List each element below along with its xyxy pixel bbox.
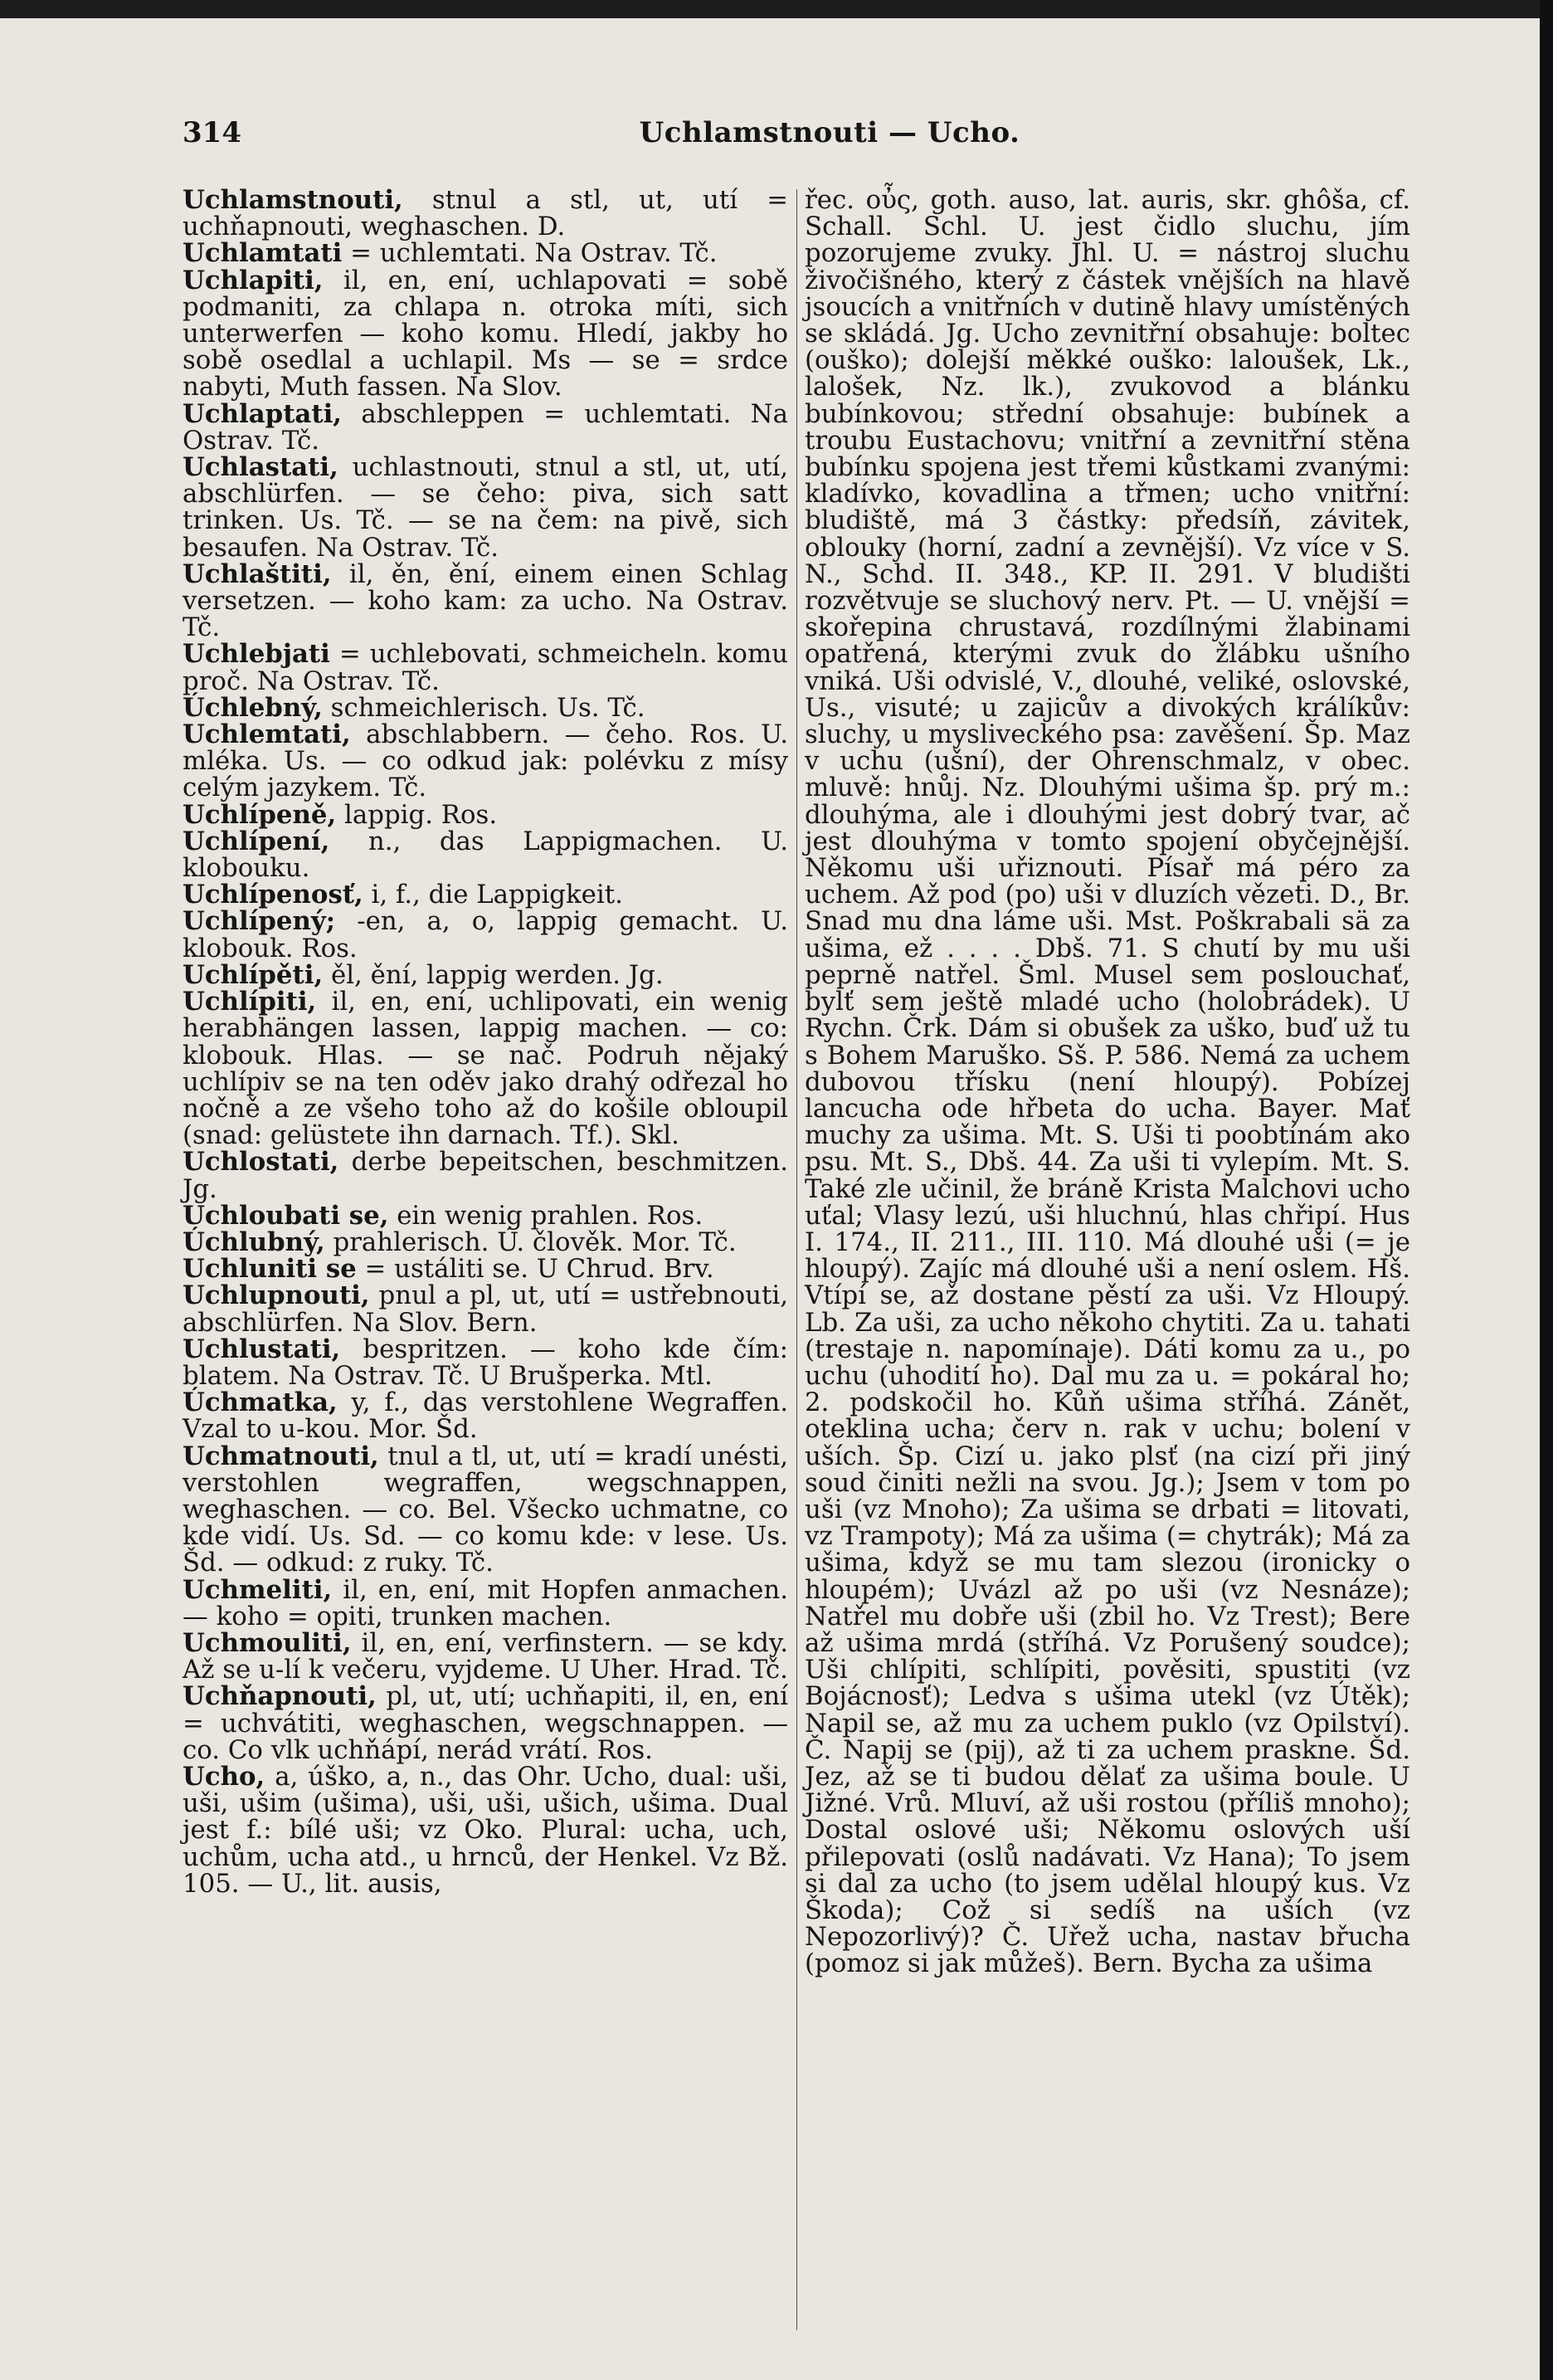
entry-definition: stnul a stl, ut, utí = uchňapnouti, weghaschen. D. xyxy=(183,185,788,242)
dictionary-entry xyxy=(183,1254,788,1285)
entry-headword: Úchlebný, xyxy=(183,692,323,723)
dictionary-entry xyxy=(805,187,1410,1978)
dictionary-entry xyxy=(183,721,788,802)
scan-edge-right xyxy=(1540,0,1553,2380)
dictionary-entry xyxy=(183,881,788,908)
entry-definition: il, en, ení, uchlapovati = sobě podmaniti, za chlapa n. otroka míti, sich unterwerfen — koho komu. Hledí, jakby ho sobě osedlal a uchlapil. Ms — se = srdce nabyti, Muth fassen. Na Slov. xyxy=(183,265,788,402)
dictionary-entry xyxy=(183,1443,788,1577)
dictionary-entry xyxy=(183,1683,788,1763)
dictionary-entry xyxy=(183,1388,788,1445)
entry-definition: abschleppen = uchlemtati. Na Ostrav. Tč. xyxy=(183,398,788,456)
dictionary-entry xyxy=(183,1149,788,1202)
entry-headword: Ucho, xyxy=(183,1761,265,1792)
entry-definition: n., das Lappigmachen. U. klobouku. xyxy=(183,826,788,884)
dictionary-entry xyxy=(183,692,788,723)
dictionary-entry xyxy=(183,1763,788,1897)
entry-headword: Uchmouliti, xyxy=(183,1627,352,1658)
entry-definition: -en, a, o, lappig gemacht. U. klobouk. Ros. xyxy=(183,906,788,963)
entry-headword: Uchlamtati xyxy=(183,238,343,269)
entry-definition: il, en, ení, verfinstern. — se kdy. Až se u-lí k večeru, vyjdeme. U Uher. Hrad. Tč. xyxy=(183,1627,788,1685)
entry-headword: Uchlípený; xyxy=(183,906,336,937)
column-divider xyxy=(796,189,797,2330)
entry-headword: Uchlípení, xyxy=(183,826,330,856)
entry-definition: bespritzen. — koho kde čím: blatem. Na Ostrav. Tč. U Brušperka. Mtl. xyxy=(183,1334,788,1391)
entry-definition: pnul a pl, ut, utí = ustřebnouti, abschlürfen. Na Slov. Bern. xyxy=(183,1280,788,1338)
entry-definition: tnul a tl, ut, utí = kradí unésti, verstohlen wegraffen, wegschnappen, weghaschen. — co. Bel. Všecko uchmatne, co kde vidí. Us. Sd. — co komu kde: v lese. Us. Šd. — odkud: z ruky. Tč. xyxy=(183,1441,788,1578)
running-head: Uchlamstnouti — Ucho. xyxy=(639,116,1020,149)
dictionary-entry xyxy=(183,959,788,990)
entry-headword: Uchňapnouti, xyxy=(183,1681,377,1712)
entry-headword: Uchlípeně, xyxy=(183,799,337,830)
dictionary-entry xyxy=(183,1336,788,1389)
entry-headword: Uchlaptati, xyxy=(183,398,343,429)
entry-headword: Úchmatka, xyxy=(183,1388,338,1418)
entry-headword: Uchlostati, xyxy=(183,1147,339,1178)
entry-headword: Uchlemtati, xyxy=(183,719,351,750)
entry-definition: derbe bepeitschen, beschmitzen. Jg. xyxy=(183,1147,788,1204)
entry-headword: Uchlupnouti, xyxy=(183,1280,370,1311)
entry-headword: Uchlapiti, xyxy=(183,265,324,295)
entry-headword: Uchlípenosť, xyxy=(183,880,363,910)
entry-definition: = uchlemtati. Na Ostrav. Tč. xyxy=(342,238,718,269)
entry-definition: i, f., die Lappigkeit. xyxy=(363,880,623,910)
dictionary-entry xyxy=(183,1280,788,1338)
entry-definition: schmeichlerisch. Us. Tč. xyxy=(322,692,645,723)
right-column xyxy=(805,187,1410,1978)
dictionary-entry xyxy=(183,187,788,240)
entry-headword: Uchmeliti, xyxy=(183,1574,333,1605)
left-column xyxy=(183,187,788,1897)
dictionary-entry xyxy=(183,1627,788,1685)
page-number: 314 xyxy=(183,116,241,149)
dictionary-entry xyxy=(183,988,788,1149)
entry-headword: Uchlípěti, xyxy=(183,959,324,990)
entry-definition: a, úško, a, n., das Ohr. Ucho, dual: uši, uši, ušim (ušima), uši, uši, ušich, ušima. Dual jest f.: bílé uši; vz Oko. Plural: ucha, uch, uchům, ucha atd., u hrnců, der Henkel. Vz Bž. 105. — U., lit. ausis, xyxy=(183,1761,788,1899)
entry-definition: prahlerisch. Ú. člověk. Mor. Tč. xyxy=(324,1227,737,1257)
dictionary-entry xyxy=(183,799,788,830)
dictionary-entry xyxy=(183,1229,788,1256)
entry-headword: Uchlamstnouti, xyxy=(183,185,403,215)
entry-headword: Uchlípiti, xyxy=(183,987,317,1017)
entry-definition: lappig. Ros. xyxy=(336,799,498,830)
entry-definition: il, ěn, ění, einem einen Schlag versetzen. — koho kam: za ucho. Na Ostrav. Tč. xyxy=(183,558,788,643)
dictionary-entry xyxy=(183,267,788,401)
entry-definition: řec. οὖς, goth. auso, lat. auris, skr. ghôša, cf. Schall. Schl. U. jest čidlo sluchu, jím pozorujeme zvuky. Jhl. U. = nástroj sluchu živočišného, který z částek vnějších na hlavě jsoucích a vnitřních v dutině hlavy umístěných se skládá. Jg. Ucho zevnitřní obsahuje: boltec (ouško); dolejší měkké ouško: laloušek, Lk., lalošek, Nz. lk.), zvukovod a blánku bubínkovou; střední obsahuje: bubínek a troubu Eustachovu; vnitřní a zevnitřní stěna bubínku spojena jest třemi kůstkami zvanými: kladívko, kovadlina a třmen; ucho vnitřní: bludiště, má 3 částky: předsíň, závitek, oblouky (horní, zadní a zevnější). Vz více v S. N., Schd. II. 348., KP. II. 291. V bludišti rozvětvuje se sluchový nerv. Pt. — U. vnější = skořepina chrustavá, rozdílnými žlabinami opatřená, kterými zvuk do žlábku ušního vniká. Uši odvislé, V., dlouhé, veliké, oslovské, Us., visuté; u zajicův a divokých králíkův: sluchy, u mysliveckého psa: zavěšení. Šp. Maz v uchu (ušní), der Ohrenschmalz, v obec. mluvě: hnůj. Nz. Dlouhými ušima šp. prý m.: dlouhýma, ale i dlouhými jest dobrý tvar, ač jest dlouhýma v tomto spojení obyčejnější. Někomu uši uřiznouti. Písař má péro za uchem. Až pod (po) uši v dluzích vězeti. D., Br. Snad mu dna láme uši. Mst. Poškrabali sä za ušima, ež . . . . Dbš. 71. S chutí by mu uši peprně natřel. Šml. Musel sem poslouchať, bylť sem ještě mladé ucho (holobrádek). U Rychn. Črk. Dám si obušek za uško, buď už tu s Bohem Maruško. Sš. P. 586. Nemá za uchem dubovou třísku (není hloupý). Pobízej lancucha ode hřbeta do ucha. Bayer. Mať muchy za ušima. Mt. S. Uši ti poobtínám ako psu. Mt. S., Dbš. 44. Za uši ti vylepím. Mt. S. Také zle učinil, že bráně Krista Malchovi ucho uťal; Vlasy lezú, uši hluchnú, hlas chřipí. Hus I. 174., II. 211., III. 110. Má dlouhé uši (= je hloupý). Zajíc má dlouhé uši a není oslem. Hš. Vtípí se, až dostane pěstí za uši. Vz Hloupý. Lb. Za uši, za ucho někoho chytiti. Za u. tahati (trestaje n. napomínaje). Dáti komu za u., po uchu (uhodití ho). Dal mu za u. = pokáral ho; 2. podskočil ho. Kůň ušima stříhá. Zánět, oteklina ucha; červ n. rak v uchu; bolení v uších. Šp. Cizí u. jako plsť (na cizí při jiný soud činiti nežli na svou. Jg.); Jsem v tom po uši (vz Mnoho); Za ušima se drbati = litovati, vz Trampoty); Má za ušima (= chytrák); Má za ušima, když se mu tam slezou (ironicky o hloupém); Uvázl až po uši (vz Nesnáze); Natřel mu dobře uši (zbil ho. Vz Trest); Bere až ušima mrdá (stříhá. Vz Porušený soudce); Uši chlípiti, schlípiti, pověsiti, spustiti (vz Bojácnosť); Ledva s ušima utekl (vz Útěk); Napil se, až mu za uchem puklo (vz Opilství). Č. Napij se (pij), až ti za uchem praskne. Šd. Jez, až se ti budou dělať za ušima boule. U Jižné. Vrů. Mluví, až uši rostou (příliš mnoho); Dostal oslové uši; Někomu oslových uší přilepovati (oslů nadávati. Vz Hana); To jsem si dal za ucho (to jsem udělal hloupý kus. Vz Škoda); Což si sedíš na uších (vz Nepozorlivý)? Č. Uřež ucha, nastav břucha (pomoz si jak můžeš). Bern. Bycha za ušima xyxy=(805,185,1410,1979)
entry-headword: Uchlastati, xyxy=(183,452,338,483)
dictionary-entry xyxy=(183,908,788,961)
entry-definition: il, en, ení, mit Hopfen anmachen. — koho = opiti, trunken machen. xyxy=(183,1574,788,1631)
entry-definition: il, en, ení, uchlipovati, ein wenig herabhängen lassen, lappig machen. — co: klobouk. Hlas. — se nač. Podruh nějaký uchlípiv se na ten oděv jako drahý odřezal ho nočně a ze všeho toho až do košile obloupil (snad: gelüstete ihn darnach. Tf.). Skl. xyxy=(183,987,788,1151)
entry-headword: Uchlaštiti, xyxy=(183,558,332,589)
entry-headword: Uchmatnouti, xyxy=(183,1441,379,1471)
scan-edge-top xyxy=(0,0,1553,18)
dictionary-entry xyxy=(183,558,788,643)
entry-definition: pl, ut, utí; uchňapiti, il, en, ení = uchvátiti, weghaschen, wegschnappen. — co. Co vlk uchňápí, nerád vrátí. Ros. xyxy=(183,1681,788,1765)
entry-headword: Uchloubati se, xyxy=(183,1200,389,1231)
entry-definition: uchlastnouti, stnul a stl, ut, utí, abschlürfen. — se čeho: piva, sich satt trinken. Us. Tč. — se na čem: na pivě, sich besaufen. Na Ostrav. Tč. xyxy=(183,452,788,563)
dictionary-entry xyxy=(183,454,788,561)
dictionary-page xyxy=(183,91,1477,2332)
entry-definition: ein wenig prahlen. Ros. xyxy=(388,1200,703,1231)
entry-definition: y, f., das verstohlene Wegraffen. Vzal to u-kou. Mor. Šd. xyxy=(183,1388,788,1445)
page-header xyxy=(183,116,1477,166)
dictionary-entry xyxy=(183,826,788,884)
entry-headword: Úchlubný, xyxy=(183,1227,325,1257)
entry-headword: Uchluniti se xyxy=(183,1254,357,1285)
dictionary-entry xyxy=(183,1574,788,1631)
dictionary-entry xyxy=(183,641,788,694)
dictionary-entry xyxy=(183,238,788,269)
entry-definition: = uchlebovati, schmeicheln. komu proč. Na Ostrav. Tč. xyxy=(183,639,788,696)
entry-definition: abschlabbern. — čeho. Ros. U. mléka. Us. — co odkud jak: polévku z mísy celým jazykem. Tč. xyxy=(183,719,788,803)
entry-definition: ěl, ění, lappig werden. Jg. xyxy=(323,959,664,990)
dictionary-entry xyxy=(183,398,788,456)
entry-headword: Uchlebjati xyxy=(183,639,330,670)
dictionary-entry xyxy=(183,1202,788,1229)
entry-headword: Uchlustati, xyxy=(183,1334,341,1364)
entry-definition: = ustáliti se. U Chrud. Brv. xyxy=(356,1254,714,1285)
